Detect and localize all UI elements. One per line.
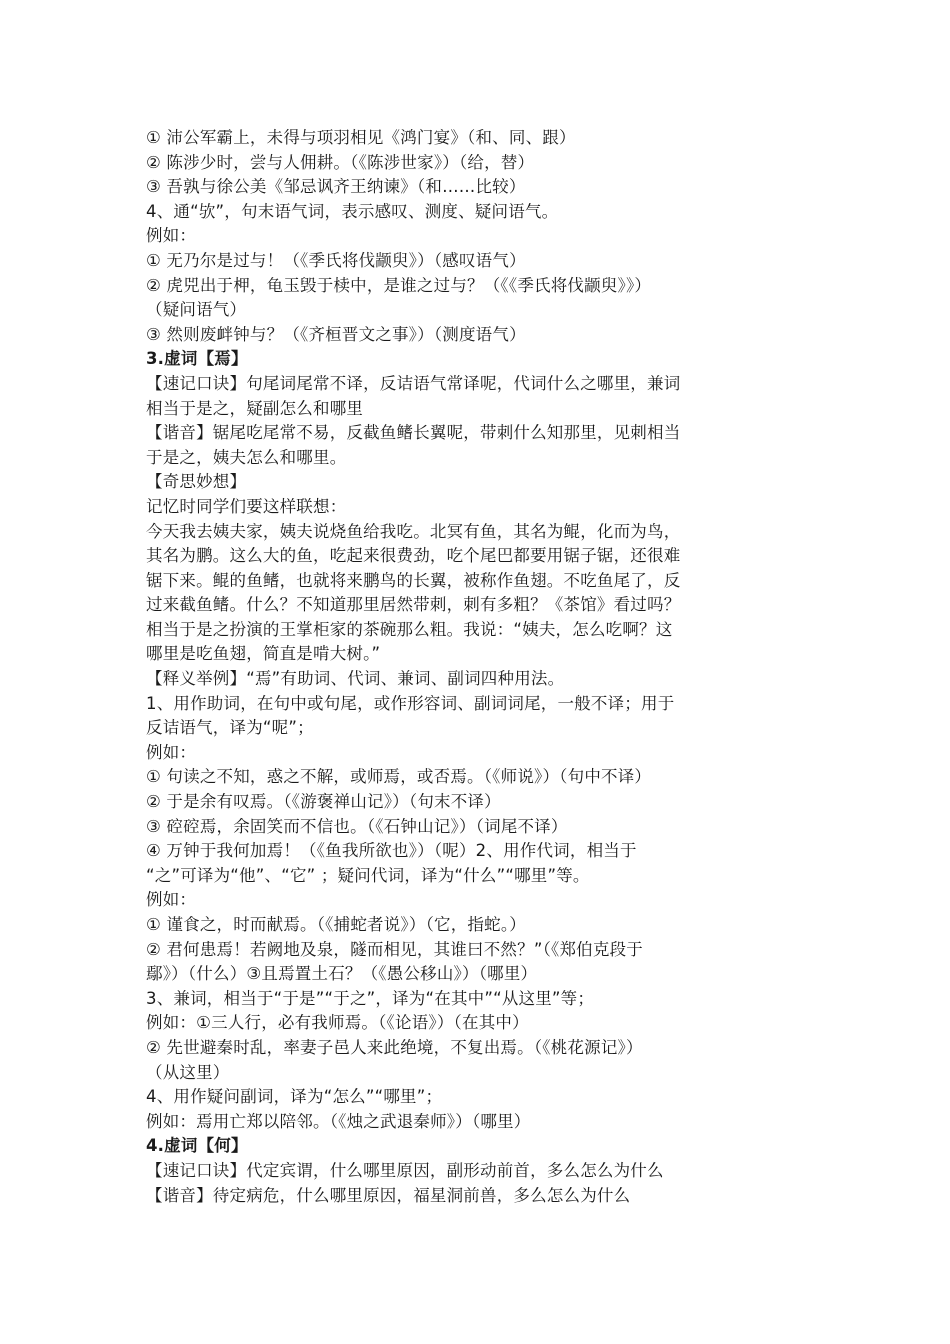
text-line: ③ 然则废衅钟与？（《齐桓晋文之事》）（测度语气） — [146, 324, 526, 344]
text-line: 反诘语气，译为“呢”； — [146, 718, 314, 738]
text-line: ① 句读之不知，惑之不解，或师焉，或否焉。（《师说》）（句中不译） — [146, 767, 652, 787]
text-line: 鄢》）（什么）③且焉置土石？（《愚公移山》）（哪里） — [146, 964, 538, 984]
text-line: 3、兼词，相当于“于是”“于之”，译为“在其中”“从这里”等； — [146, 988, 595, 1008]
text-line: 其名为鹏。这么大的鱼，吃起来很费劲，吃个尾巴都要用锯子锯，还很难 — [146, 546, 681, 566]
text-line: 【速记口诀】句尾词尾常不译，反诘语气常译呢，代词什么之哪里，兼词 — [146, 373, 681, 393]
section-heading: 3.虚词【焉】 — [146, 349, 248, 369]
text-line: 【谐音】锯尾吃尾常不易，反截鱼鳍长翼呢，带刺什么知那里，见刺相当 — [146, 423, 681, 443]
text-line: 例如： — [146, 890, 197, 910]
text-line: ② 君何患焉！若阙地及泉，隧而相见，其谁曰不然？”（《郑伯克段于 — [146, 939, 643, 959]
text-line: 例如：焉用亡郑以陪邻。（《烛之武退秦师》）（哪里） — [146, 1111, 531, 1131]
text-line: “之”可译为“他”、“它” ；疑问代词，译为“什么”“哪里”等。 — [146, 865, 590, 885]
text-line: 4、通“欤”，句末语气词，表示感叹、测度、疑问语气。 — [146, 201, 559, 221]
text-line: 记忆时同学们要这样联想： — [146, 496, 347, 516]
text-line: ② 陈涉少时，尝与人佣耕。（《陈涉世家》）（给，替） — [146, 152, 535, 172]
text-line: 例如： — [146, 742, 197, 762]
text-line: ③ 吾孰与徐公美《邹忌讽齐王纳谏》（和……比较） — [146, 177, 526, 197]
text-line: ④ 万钟于我何加焉！（《鱼我所欲也》）（呢）2、用作代词，相当于 — [146, 841, 637, 861]
text-line: ② 虎兕出于柙，龟玉毁于椟中，是谁之过与？（《《季氏将伐颛臾》》） — [146, 275, 652, 295]
text-line: 4、用作疑问副词，译为“怎么”“哪里”； — [146, 1087, 443, 1107]
text-line: ① 谨食之，时而献焉。（《捕蛇者说》）（它，指蛇。） — [146, 915, 526, 934]
text-line: 过来截鱼鳍。什么？不知道那里居然带刺，刺有多粗？《茶馆》看过吗？ — [146, 595, 681, 615]
text-line: ① 沛公军霸上，未得与项羽相见《鸿门宴》（和、同、跟） — [146, 128, 576, 147]
text-line: （疑问语气） — [146, 300, 247, 320]
text-line: 于是之，姨夫怎么和哪里。 — [146, 447, 347, 467]
text-line: ② 先世避秦时乱，率妻子邑人来此绝境，不复出焉。（《桃花源记》） — [146, 1037, 643, 1057]
text-line: （从这里） — [146, 1062, 230, 1082]
text-line: 相当于是之扮演的王掌柜家的茶碗那么粗。我说：“姨夫，怎么吃啊？这 — [146, 619, 673, 639]
text-line: ② 于是余有叹焉。（《游褒禅山记》）（句末不译） — [146, 792, 501, 812]
text-line: ③ 硿硿焉，余固笑而不信也。（《石钟山记》）（词尾不译） — [146, 816, 568, 836]
section-heading: 4.虚词【何】 — [146, 1136, 248, 1156]
text-line: 相当于是之，疑副怎么和哪里 — [146, 398, 364, 418]
text-line: 哪里是吃鱼翅，简直是啃大树。” — [146, 644, 381, 664]
text-line: ① 无乃尔是过与！（《季氏将伐颛臾》）（感叹语气） — [146, 250, 526, 270]
text-line: 1、用作助词，在句中或句尾，或作形容词、副词词尾，一般不译；用于 — [146, 693, 675, 713]
text-line: 【速记口诀】代定宾谓，什么哪里原因，副形动前首，多么怎么为什么 — [146, 1160, 664, 1180]
text-line: 【释义举例】“焉”有助词、代词、兼词、副词四种用法。 — [146, 669, 565, 689]
text-line: 锯下来。鲲的鱼鳍，也就将来鹏鸟的长翼，被称作鱼翅。不吃鱼尾了，反 — [146, 570, 681, 590]
text-line: 今天我去姨夫家，姨夫说烧鱼给我吃。北冥有鱼，其名为鲲，化而为鸟， — [146, 521, 681, 541]
text-line: 【奇思妙想】 — [146, 472, 247, 492]
text-line: 例如： — [146, 226, 197, 246]
text-line: 【谐音】待定病危，什么哪里原因，福星洞前兽，多么怎么为什么 — [146, 1185, 631, 1205]
document-body — [146, 126, 806, 1208]
text-line: 例如：①三人行，必有我师焉。（《论语》）（在其中） — [146, 1013, 529, 1033]
